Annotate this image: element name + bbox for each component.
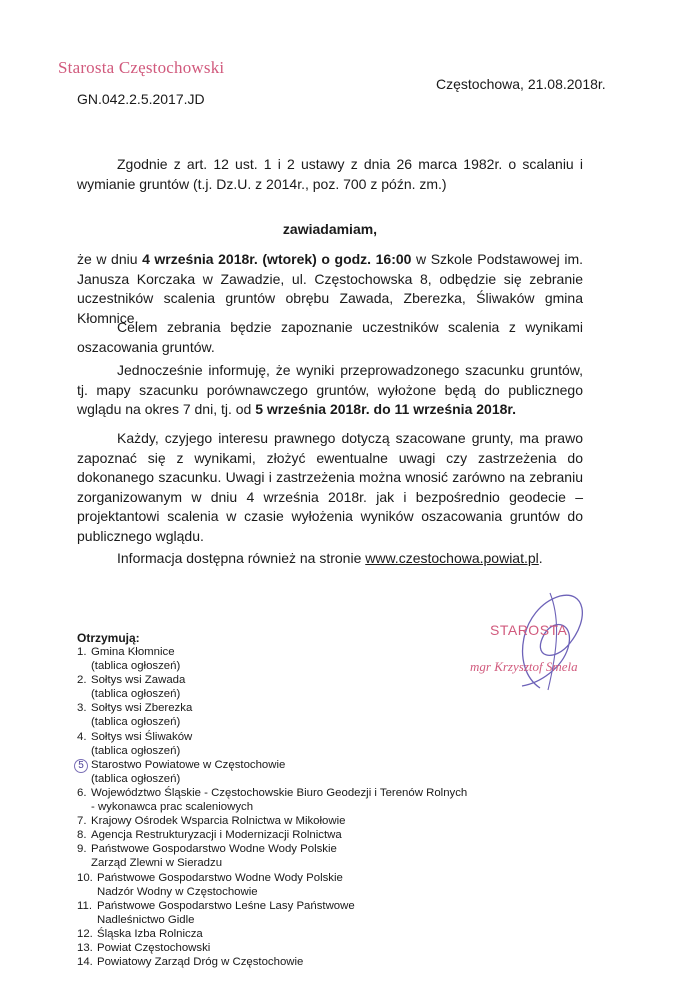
item-line: Państwowe Gospodarstwo Wodne Wody Polskie bbox=[91, 843, 337, 856]
item-number: 4. bbox=[77, 730, 87, 743]
purpose-text: Celem zebrania będzie zapoznanie uczestników scalenia z wynikami oszacowania gruntów. bbox=[77, 319, 583, 355]
list-item bbox=[77, 927, 547, 941]
list-item bbox=[77, 673, 547, 701]
list-item bbox=[77, 828, 547, 842]
item-line: Krajowy Ośrodek Wsparcia Rolnictwa w Mikołowie bbox=[91, 815, 346, 828]
circled-number: 5 bbox=[74, 759, 88, 773]
item-line: Gmina Kłomnice bbox=[91, 646, 175, 658]
item-number: 14. bbox=[77, 956, 93, 969]
item-number: 10. bbox=[77, 871, 93, 884]
item-number: 2. bbox=[77, 674, 87, 687]
letter-date: Częstochowa, 21.08.2018r. bbox=[436, 76, 606, 92]
legal-basis-text: Zgodnie z art. 12 ust. 1 i 2 ustawy z dnia 26 marca 1982r. o scalaniu i wymianie gruntów (t.j. Dz.U. z 2014r., poz. 700 z późn. zm.) bbox=[77, 156, 583, 192]
item-number: 12. bbox=[77, 927, 93, 940]
item-number: 1. bbox=[77, 646, 87, 658]
item-line: Powiatowy Zarząd Dróg w Częstochowie bbox=[97, 956, 304, 969]
item-subline: Nadzór Wodny w Częstochowie bbox=[97, 885, 258, 898]
item-number: 3. bbox=[77, 702, 87, 715]
item-line: Powiat Częstochowski bbox=[97, 941, 211, 954]
item-subline: Zarząd Zlewni w Sieradzu bbox=[91, 857, 223, 870]
rights-paragraph bbox=[77, 429, 583, 546]
office-stamp: Starosta Częstochowski bbox=[58, 58, 225, 77]
info-paragraph bbox=[77, 549, 583, 569]
meeting-text-rest: w Szkole Podstawowej im. Janusza Korczaka w Zawadzie, ul. Częstochowska 8, odbędzie się zebranie uczestników scalenia gruntów obrębu Zawada, Zberezka, Śliwaków gmina Kłomnice. bbox=[77, 251, 583, 326]
item-subline: (tablica ogłoszeń) bbox=[91, 716, 181, 729]
item-line: Agencja Restrukturyzacji i Modernizacji Rolnictwa bbox=[91, 829, 342, 842]
meeting-paragraph bbox=[77, 250, 583, 328]
item-subline: (tablica ogłoszeń) bbox=[91, 660, 181, 673]
item-number: 9. bbox=[77, 843, 87, 856]
info-text-end: . bbox=[538, 550, 543, 566]
display-period: 5 września 2018r. do 11 września 2018r. bbox=[255, 401, 516, 417]
item-line: Państwowe Gospodarstwo Leśne Lasy Państwowe bbox=[97, 899, 355, 912]
purpose-paragraph bbox=[77, 318, 583, 357]
website-link[interactable]: www.czestochowa.powiat.pl bbox=[365, 550, 539, 566]
item-subline: (tablica ogłoszeń) bbox=[91, 772, 181, 785]
reference-number: GN.042.2.5.2017.JD bbox=[77, 91, 205, 107]
item-number: 6. bbox=[77, 786, 87, 799]
item-line: Śląska Izba Rolnicza bbox=[97, 927, 203, 940]
item-subline: (tablica ogłoszeń) bbox=[91, 744, 181, 757]
item-number: 7. bbox=[77, 815, 87, 828]
item-subline: (tablica ogłoszeń) bbox=[91, 688, 181, 701]
item-line: Sołtys wsi Śliwaków bbox=[91, 730, 193, 743]
recipients-title: Otrzymują: bbox=[77, 631, 140, 645]
item-line: Sołtys wsi Zberezka bbox=[91, 702, 193, 715]
list-item bbox=[77, 955, 547, 969]
list-item bbox=[77, 758, 547, 786]
list-item bbox=[77, 941, 547, 955]
list-item bbox=[77, 842, 547, 870]
list-item bbox=[77, 871, 547, 899]
meeting-text-start: że w dniu bbox=[77, 251, 143, 267]
item-subline: - wykonawca prac scaleniowych bbox=[91, 801, 254, 814]
legal-basis-paragraph bbox=[77, 155, 583, 194]
list-item bbox=[77, 701, 547, 729]
list-item bbox=[77, 814, 547, 828]
display-text: Jednocześnie informuję, że wyniki przeprowadzonego szacunku gruntów, tj. mapy szacunku porównawczego gruntów, wyłożone będą do publicznego wglądu na okres 7 dni, tj. od bbox=[77, 362, 583, 417]
item-number: 8. bbox=[77, 829, 87, 842]
list-item bbox=[77, 899, 547, 927]
item-number-circled bbox=[77, 758, 88, 773]
item-line: Województwo Śląskie - Częstochowskie Biuro Geodezji i Terenów Rolnych bbox=[91, 786, 468, 799]
item-line: Państwowe Gospodarstwo Wodne Wody Polskie bbox=[97, 871, 343, 884]
info-text: Informacja dostępna również na stronie bbox=[117, 550, 366, 566]
notice-heading: zawiadamiam, bbox=[282, 221, 378, 237]
item-subline: Nadleśnictwo Gidle bbox=[97, 913, 195, 926]
item-line: Sołtys wsi Zawada bbox=[91, 674, 186, 687]
signatory-name: mgr Krzysztof Smela bbox=[470, 659, 578, 674]
display-paragraph bbox=[77, 361, 583, 420]
item-number: 13. bbox=[77, 941, 93, 954]
recipients-list bbox=[77, 645, 547, 969]
rights-text: Każdy, czyjego interesu prawnego dotyczą szacowane grunty, ma prawo zapoznać się z wynikami, złożyć ewentualne uwagi czy zastrzeżenia do dokonanego szacunku. Uwagi i zastrzeżenia można wnosić zarówno na zebraniu zorganizowanym w dniu 4 września 2018r. jak i bezpośrednio geodecie – projektantowi scalenia w czasie wyłożenia wyników oszacowania gruntów do publicznego wglądu. bbox=[77, 430, 583, 544]
signature-stamp: STAROSTA bbox=[490, 622, 568, 638]
item-number: 11. bbox=[77, 899, 92, 912]
meeting-date: 4 września 2018r. (wtorek) o godz. 16:00 bbox=[142, 251, 412, 267]
item-line: Starostwo Powiatowe w Częstochowie bbox=[91, 758, 286, 771]
list-item bbox=[77, 730, 547, 758]
list-item bbox=[77, 645, 547, 673]
list-item bbox=[77, 786, 547, 814]
